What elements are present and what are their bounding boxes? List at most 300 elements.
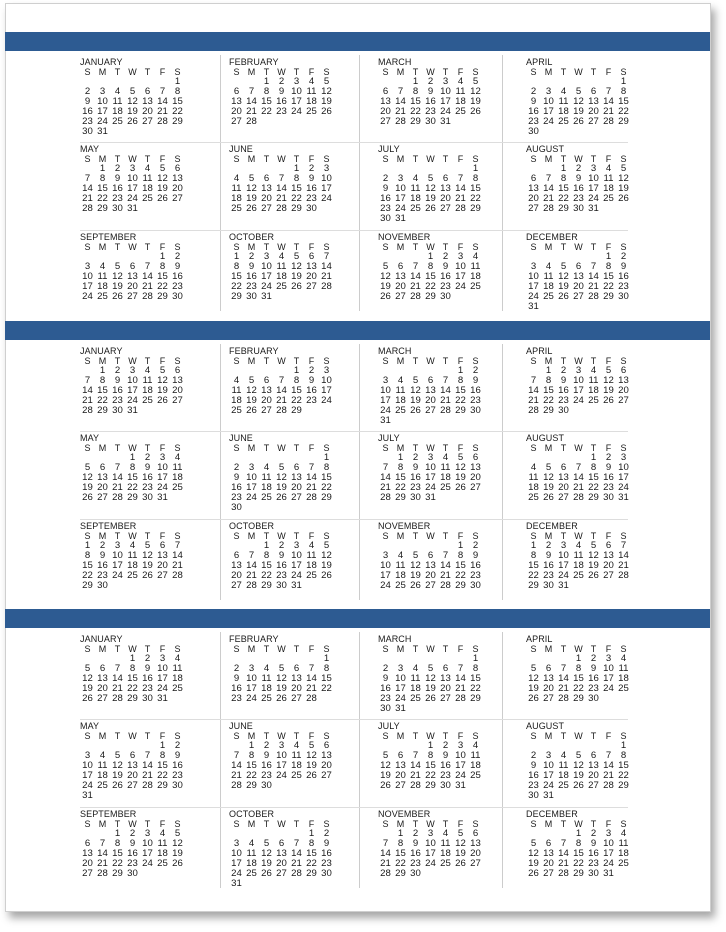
weekday-header: W <box>277 242 286 252</box>
day-cell: 8 <box>159 261 166 272</box>
day-cell: 11 <box>440 462 451 473</box>
day-cell: 16 <box>306 183 317 194</box>
weekday-header: W <box>574 154 583 164</box>
day-cell: 26 <box>588 570 599 581</box>
day-cell: 13 <box>543 848 554 859</box>
empty-day-cell <box>274 781 289 791</box>
day-cell: 8 <box>397 838 404 849</box>
weekday-header: S <box>620 242 627 252</box>
weekday-header: T <box>590 154 597 164</box>
empty-day-cell <box>571 581 586 591</box>
day-cell: 19 <box>321 560 332 571</box>
day-cell: 23 <box>321 858 332 869</box>
day-cell: 10 <box>321 375 332 386</box>
month-grid <box>229 242 334 302</box>
day-cell: 27 <box>380 116 391 127</box>
day-cell: 12 <box>261 848 272 859</box>
day-cell: 25 <box>395 580 406 591</box>
day-cell: 14 <box>380 848 391 859</box>
day-cell: 8 <box>427 261 434 272</box>
day-cell: 3 <box>427 828 434 839</box>
month-block <box>229 57 377 145</box>
day-cell: 2 <box>382 173 389 184</box>
day-cell: 30 <box>618 291 629 302</box>
day-cell: 6 <box>530 173 537 184</box>
day-cell: 28 <box>588 291 599 302</box>
day-cell: 19 <box>380 770 391 781</box>
month-block <box>80 57 228 145</box>
weekday-header: F <box>605 819 612 829</box>
day-cell: 30 <box>231 502 242 513</box>
day-cell: 19 <box>588 560 599 571</box>
day-cell: 25 <box>543 291 554 302</box>
day-cell: 21 <box>82 395 93 406</box>
day-cell: 7 <box>545 173 552 184</box>
day-cell: 6 <box>293 663 300 674</box>
day-cell: 27 <box>425 405 436 416</box>
empty-day-cell <box>140 581 155 591</box>
day-cell: 8 <box>233 261 240 272</box>
weekday-header: S <box>382 819 389 829</box>
day-cell: 16 <box>528 770 539 781</box>
day-cell: 10 <box>395 673 406 684</box>
day-cell: 20 <box>425 570 436 581</box>
day-cell: 28 <box>410 291 421 302</box>
day-cell: 11 <box>172 663 183 674</box>
day-cell: 2 <box>144 452 151 463</box>
day-cell: 26 <box>380 291 391 302</box>
day-cell: 24 <box>246 492 257 503</box>
day-cell: 11 <box>558 96 569 107</box>
day-cell: 1 <box>575 828 582 839</box>
day-cell: 28 <box>455 693 466 704</box>
weekday-header: M <box>396 443 405 453</box>
day-cell: 1 <box>248 740 255 751</box>
empty-day-cell <box>616 694 631 704</box>
day-cell: 2 <box>412 452 419 463</box>
day-cell: 24 <box>455 770 466 781</box>
day-cell: 7 <box>278 375 285 386</box>
day-cell: 6 <box>560 462 567 473</box>
day-cell: 2 <box>144 653 151 664</box>
day-cell: 19 <box>82 683 93 694</box>
day-cell: 13 <box>127 271 138 282</box>
day-cell: 4 <box>129 540 136 551</box>
day-cell: 5 <box>323 76 330 87</box>
month-name: JANUARY <box>80 346 123 356</box>
empty-day-cell <box>170 127 185 137</box>
day-cell: 15 <box>112 848 123 859</box>
day-cell: 25 <box>618 683 629 694</box>
empty-day-cell <box>453 292 468 302</box>
weekday-header: S <box>84 531 91 541</box>
day-cell: 3 <box>84 261 91 272</box>
day-cell: 2 <box>308 365 315 376</box>
day-cell: 2 <box>412 828 419 839</box>
day-cell: 18 <box>261 683 272 694</box>
day-cell: 31 <box>127 203 138 214</box>
day-cell: 22 <box>410 106 421 117</box>
month-name: APRIL <box>526 634 553 644</box>
day-cell: 15 <box>231 271 242 282</box>
weekday-header: S <box>323 443 330 453</box>
day-cell: 21 <box>455 193 466 204</box>
empty-day-cell <box>140 791 155 801</box>
day-cell: 29 <box>127 492 138 503</box>
day-cell: 2 <box>114 365 121 376</box>
day-cell: 16 <box>321 848 332 859</box>
day-cell: 1 <box>472 653 479 664</box>
day-cell: 14 <box>82 385 93 396</box>
day-cell: 6 <box>99 663 106 674</box>
day-cell: 29 <box>455 580 466 591</box>
day-cell: 30 <box>172 780 183 791</box>
day-cell: 24 <box>231 868 242 879</box>
day-cell: 30 <box>410 492 421 503</box>
day-cell: 9 <box>129 838 136 849</box>
day-cell: 4 <box>99 750 106 761</box>
empty-day-cell <box>616 127 631 137</box>
day-cell: 30 <box>261 780 272 791</box>
weekday-header: T <box>590 819 597 829</box>
day-cell: 6 <box>397 750 404 761</box>
day-cell: 27 <box>306 281 317 292</box>
day-cell: 14 <box>276 183 287 194</box>
month-grid <box>526 154 631 214</box>
empty-day-cell <box>289 503 304 513</box>
empty-day-cell <box>304 581 319 591</box>
month-block <box>229 144 377 232</box>
day-cell: 30 <box>380 703 391 714</box>
day-cell: 27 <box>470 858 481 869</box>
day-cell: 6 <box>590 86 597 97</box>
weekday-header: F <box>457 531 464 541</box>
day-cell: 4 <box>442 828 449 839</box>
month-name: AUGUST <box>526 144 565 154</box>
day-cell: 22 <box>321 683 332 694</box>
month-grid <box>378 242 483 302</box>
weekday-header: W <box>426 154 435 164</box>
day-cell: 24 <box>603 683 614 694</box>
weekday-header: S <box>174 356 181 366</box>
day-cell: 27 <box>425 580 436 591</box>
month-name: MAY <box>80 144 100 154</box>
day-cell: 22 <box>558 193 569 204</box>
day-cell: 23 <box>528 780 539 791</box>
day-cell: 6 <box>427 375 434 386</box>
day-cell: 6 <box>129 261 136 272</box>
weekday-header: T <box>560 443 567 453</box>
day-cell: 10 <box>112 550 123 561</box>
day-cell: 1 <box>545 365 552 376</box>
weekday-header: W <box>128 819 137 829</box>
day-cell: 23 <box>246 281 257 292</box>
day-cell: 8 <box>590 462 597 473</box>
day-cell: 7 <box>248 550 255 561</box>
day-cell: 6 <box>84 838 91 849</box>
day-cell: 18 <box>97 281 108 292</box>
day-cell: 8 <box>293 375 300 386</box>
day-cell: 10 <box>261 261 272 272</box>
day-cell: 24 <box>127 395 138 406</box>
day-cell: 14 <box>410 271 421 282</box>
day-cell: 20 <box>528 193 539 204</box>
day-cell: 26 <box>127 116 138 127</box>
empty-day-cell <box>274 503 289 513</box>
day-cell: 16 <box>440 271 451 282</box>
day-cell: 7 <box>308 462 315 473</box>
day-cell: 14 <box>276 385 287 396</box>
day-cell: 14 <box>97 848 108 859</box>
day-cell: 22 <box>395 858 406 869</box>
day-cell: 30 <box>425 116 436 127</box>
day-cell: 12 <box>321 86 332 97</box>
day-cell: 11 <box>573 550 584 561</box>
day-cell: 25 <box>291 770 302 781</box>
empty-day-cell <box>125 581 140 591</box>
day-cell: 19 <box>157 183 168 194</box>
day-cell: 8 <box>263 86 270 97</box>
weekday-header: T <box>144 644 151 654</box>
day-cell: 3 <box>560 540 567 551</box>
day-cell: 22 <box>618 770 629 781</box>
day-cell: 21 <box>276 395 287 406</box>
day-cell: 16 <box>380 683 391 694</box>
weekday-header: W <box>277 531 286 541</box>
day-cell: 13 <box>425 385 436 396</box>
day-cell: 1 <box>412 76 419 87</box>
day-cell: 7 <box>114 462 121 473</box>
day-cell: 6 <box>263 173 270 184</box>
month-grid <box>229 443 334 513</box>
day-cell: 2 <box>129 828 136 839</box>
weekday-header: M <box>396 67 405 77</box>
day-cell: 19 <box>410 395 421 406</box>
weekday-header: T <box>144 443 151 453</box>
year-calendar <box>5 609 710 900</box>
day-cell: 21 <box>380 482 391 493</box>
weekday-header: T <box>144 819 151 829</box>
day-cell: 26 <box>380 780 391 791</box>
day-cell: 29 <box>603 291 614 302</box>
day-cell: 17 <box>558 560 569 571</box>
day-cell: 26 <box>157 193 168 204</box>
day-cell: 8 <box>605 261 612 272</box>
day-cell: 18 <box>395 570 406 581</box>
day-cell: 26 <box>142 570 153 581</box>
day-cell: 24 <box>380 405 391 416</box>
day-cell: 17 <box>246 482 257 493</box>
month-name: JULY <box>378 721 400 731</box>
weekday-header: F <box>605 154 612 164</box>
day-cell: 27 <box>127 291 138 302</box>
month-block <box>526 634 674 722</box>
day-cell: 15 <box>528 560 539 571</box>
day-cell: 26 <box>246 405 257 416</box>
weekday-header: W <box>574 819 583 829</box>
day-cell: 28 <box>306 492 317 503</box>
day-cell: 24 <box>82 780 93 791</box>
weekday-header: T <box>412 67 419 77</box>
day-cell: 5 <box>323 540 330 551</box>
day-cell: 14 <box>246 560 257 571</box>
day-cell: 27 <box>276 868 287 879</box>
day-cell: 11 <box>618 663 629 674</box>
day-cell: 24 <box>142 858 153 869</box>
weekday-header: S <box>233 731 240 741</box>
day-cell: 8 <box>159 750 166 761</box>
header-band <box>5 32 710 51</box>
month-grid <box>378 67 483 127</box>
day-cell: 3 <box>233 838 240 849</box>
weekday-header: S <box>84 242 91 252</box>
weekday-header: W <box>426 67 435 77</box>
day-cell: 22 <box>157 770 168 781</box>
day-cell: 20 <box>543 858 554 869</box>
weekday-header: T <box>263 644 270 654</box>
day-cell: 14 <box>246 96 257 107</box>
day-cell: 15 <box>455 385 466 396</box>
day-cell: 6 <box>397 261 404 272</box>
day-cell: 3 <box>99 86 106 97</box>
day-cell: 1 <box>457 540 464 551</box>
empty-day-cell <box>541 302 556 312</box>
month-block <box>526 57 674 145</box>
empty-day-cell <box>319 694 334 704</box>
weekday-header: M <box>247 531 256 541</box>
day-cell: 11 <box>528 472 539 483</box>
day-cell: 6 <box>382 86 389 97</box>
empty-day-cell <box>438 704 453 714</box>
day-cell: 15 <box>321 673 332 684</box>
day-cell: 14 <box>306 472 317 483</box>
day-cell: 18 <box>440 472 451 483</box>
day-cell: 27 <box>172 395 183 406</box>
day-cell: 23 <box>306 395 317 406</box>
empty-day-cell <box>586 127 601 137</box>
weekday-header: S <box>620 819 627 829</box>
weekday-header: F <box>457 356 464 366</box>
month-name: MARCH <box>378 57 412 67</box>
day-cell: 17 <box>425 472 436 483</box>
day-cell: 19 <box>470 96 481 107</box>
month-grid <box>378 531 483 591</box>
weekday-header: T <box>144 67 151 77</box>
day-cell: 18 <box>410 683 421 694</box>
day-cell: 15 <box>261 560 272 571</box>
day-cell: 5 <box>457 452 464 463</box>
weekday-header: S <box>382 731 389 741</box>
day-cell: 18 <box>573 560 584 571</box>
day-cell: 25 <box>395 405 406 416</box>
day-cell: 27 <box>588 780 599 791</box>
weekday-header: T <box>590 531 597 541</box>
day-cell: 18 <box>142 385 153 396</box>
day-cell: 7 <box>590 261 597 272</box>
day-cell: 13 <box>425 560 436 571</box>
day-cell: 28 <box>455 203 466 214</box>
day-cell: 10 <box>82 271 93 282</box>
day-cell: 15 <box>410 96 421 107</box>
day-cell: 9 <box>144 462 151 473</box>
weekday-header: W <box>426 443 435 453</box>
day-cell: 5 <box>382 750 389 761</box>
day-cell: 19 <box>246 395 257 406</box>
day-cell: 19 <box>142 560 153 571</box>
day-cell: 2 <box>620 251 627 262</box>
weekday-header: F <box>159 819 166 829</box>
day-cell: 12 <box>380 760 391 771</box>
day-cell: 3 <box>114 540 121 551</box>
empty-day-cell <box>468 781 483 791</box>
month-grid <box>526 356 631 416</box>
weekday-header: S <box>620 443 627 453</box>
day-cell: 12 <box>142 550 153 561</box>
empty-day-cell <box>616 791 631 801</box>
day-cell: 20 <box>440 683 451 694</box>
day-cell: 13 <box>231 560 242 571</box>
day-cell: 17 <box>321 385 332 396</box>
day-cell: 28 <box>172 570 183 581</box>
day-cell: 26 <box>410 405 421 416</box>
day-cell: 16 <box>618 271 629 282</box>
day-cell: 11 <box>142 173 153 184</box>
day-cell: 27 <box>543 868 554 879</box>
weekday-header: M <box>98 242 107 252</box>
day-cell: 14 <box>603 760 614 771</box>
day-cell: 7 <box>382 838 389 849</box>
weekday-header: T <box>412 644 419 654</box>
day-cell: 26 <box>425 693 436 704</box>
weekday-header: S <box>472 819 479 829</box>
day-cell: 10 <box>97 96 108 107</box>
day-cell: 4 <box>293 740 300 751</box>
day-cell: 1 <box>323 452 330 463</box>
day-cell: 6 <box>174 163 181 174</box>
day-cell: 6 <box>605 540 612 551</box>
day-cell: 4 <box>605 163 612 174</box>
day-cell: 10 <box>142 838 153 849</box>
day-cell: 25 <box>261 492 272 503</box>
day-cell: 10 <box>157 663 168 674</box>
day-cell: 1 <box>530 540 537 551</box>
day-cell: 18 <box>558 106 569 117</box>
weekday-header: T <box>560 356 567 366</box>
day-cell: 20 <box>82 858 93 869</box>
empty-day-cell <box>601 791 616 801</box>
day-cell: 2 <box>382 663 389 674</box>
weekday-header: S <box>233 356 240 366</box>
month-name: FEBRUARY <box>229 57 279 67</box>
empty-day-cell <box>170 406 185 416</box>
day-cell: 25 <box>603 193 614 204</box>
weekday-header: M <box>98 819 107 829</box>
day-cell: 6 <box>159 540 166 551</box>
day-cell: 29 <box>157 291 168 302</box>
day-cell: 18 <box>172 673 183 684</box>
day-cell: 3 <box>575 365 582 376</box>
day-cell: 30 <box>470 405 481 416</box>
day-cell: 15 <box>573 673 584 684</box>
weekday-header: T <box>293 356 300 366</box>
day-cell: 19 <box>172 848 183 859</box>
day-cell: 13 <box>528 183 539 194</box>
day-cell: 27 <box>97 492 108 503</box>
day-cell: 3 <box>397 173 404 184</box>
day-cell: 13 <box>618 375 629 386</box>
day-cell: 12 <box>455 462 466 473</box>
day-cell: 23 <box>112 193 123 204</box>
